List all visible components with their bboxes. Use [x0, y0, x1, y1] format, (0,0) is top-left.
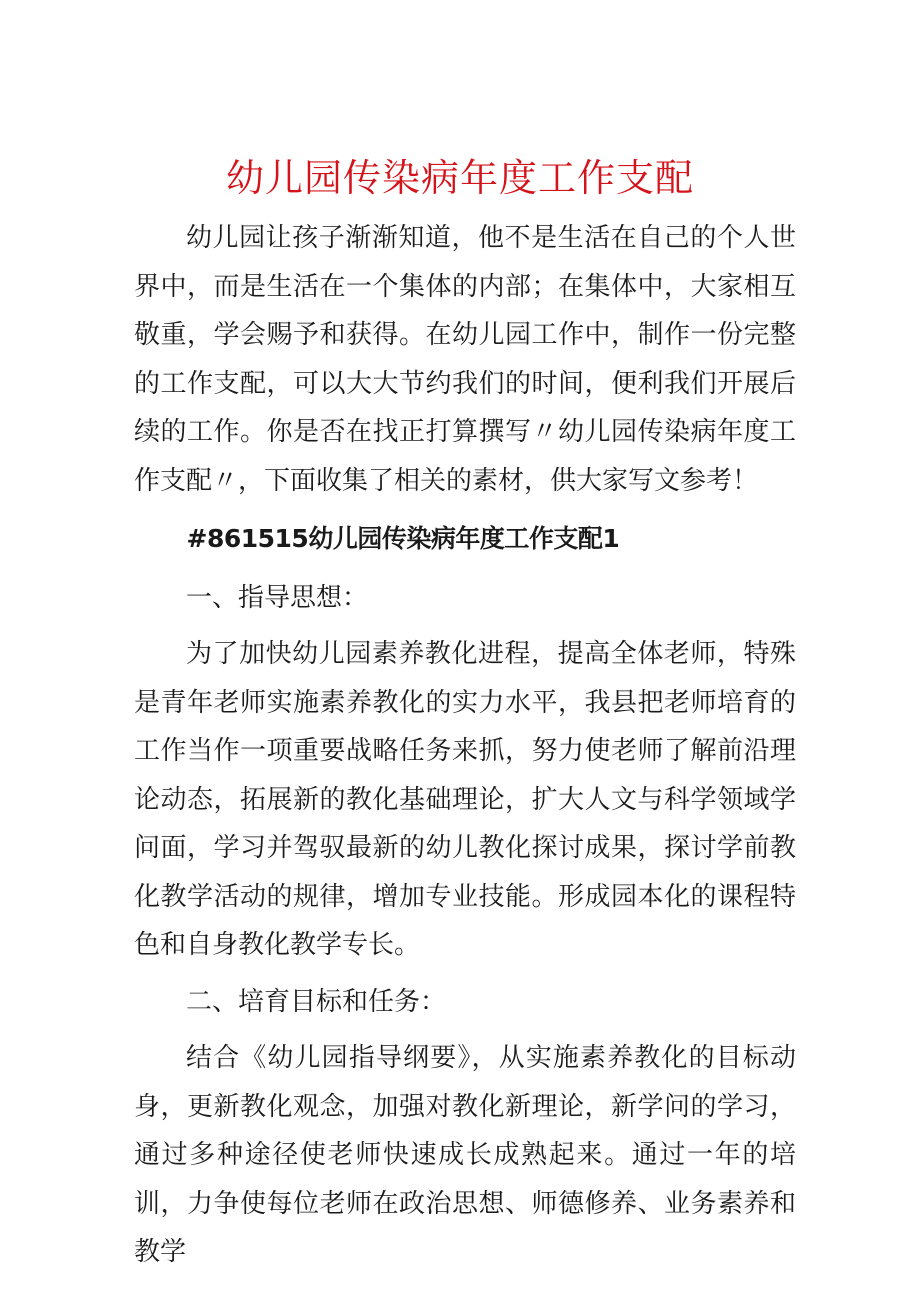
heading-guiding-thought: 一、指导思想： — [186, 582, 369, 613]
paragraph-training-goals: 结合《幼儿园指导纲要》，从实施素养教化的目标动身，更新教化观念，加强对教化新理论，新学问的学习，通过多种途径使老师快速成长成熟起来。通过一年的培训，力争使每位老师在政治思想、师德修养、业务素养和教学 — [134, 1043, 796, 1267]
section-title: #861515幼儿园传染病年度工作支配1 — [186, 524, 620, 553]
paragraph-guiding-thought: 为了加快幼儿园素养教化进程，提高全体老师，特殊是青年老师实施素养教化的实力水平，我县把老师培育的工作当作一项重要战略任务来抓，努力使老师了解前沿理论动态，拓展新的教化基础理论，扩大人文与科学领域学问面，学习并驾驭最新的幼儿教化探讨成果，探讨学前教化教学活动的规律，增加专业技能。形成园本化的课程特色和自身教化教学专长。 — [134, 639, 796, 960]
intro-paragraph: 幼儿园让孩子渐渐知道，他不是生活在自己的个人世界中，而是生活在一个集体的内部；在集体中，大家相互敬重，学会赐予和获得。在幼儿园工作中，制作一份完整的工作支配，可以大大节约我们的时间，便利我们开展后续的工作。你是否在找正打算撰写〃幼儿园传染病年度工作支配〃，下面收集了相关的素材，供大家写文参考！ — [134, 223, 796, 496]
document-title: 幼儿园传染病年度工作支配 — [225, 156, 694, 200]
heading-training-goals: 二、培育目标和任务： — [186, 986, 447, 1017]
document-body — [134, 214, 796, 1277]
